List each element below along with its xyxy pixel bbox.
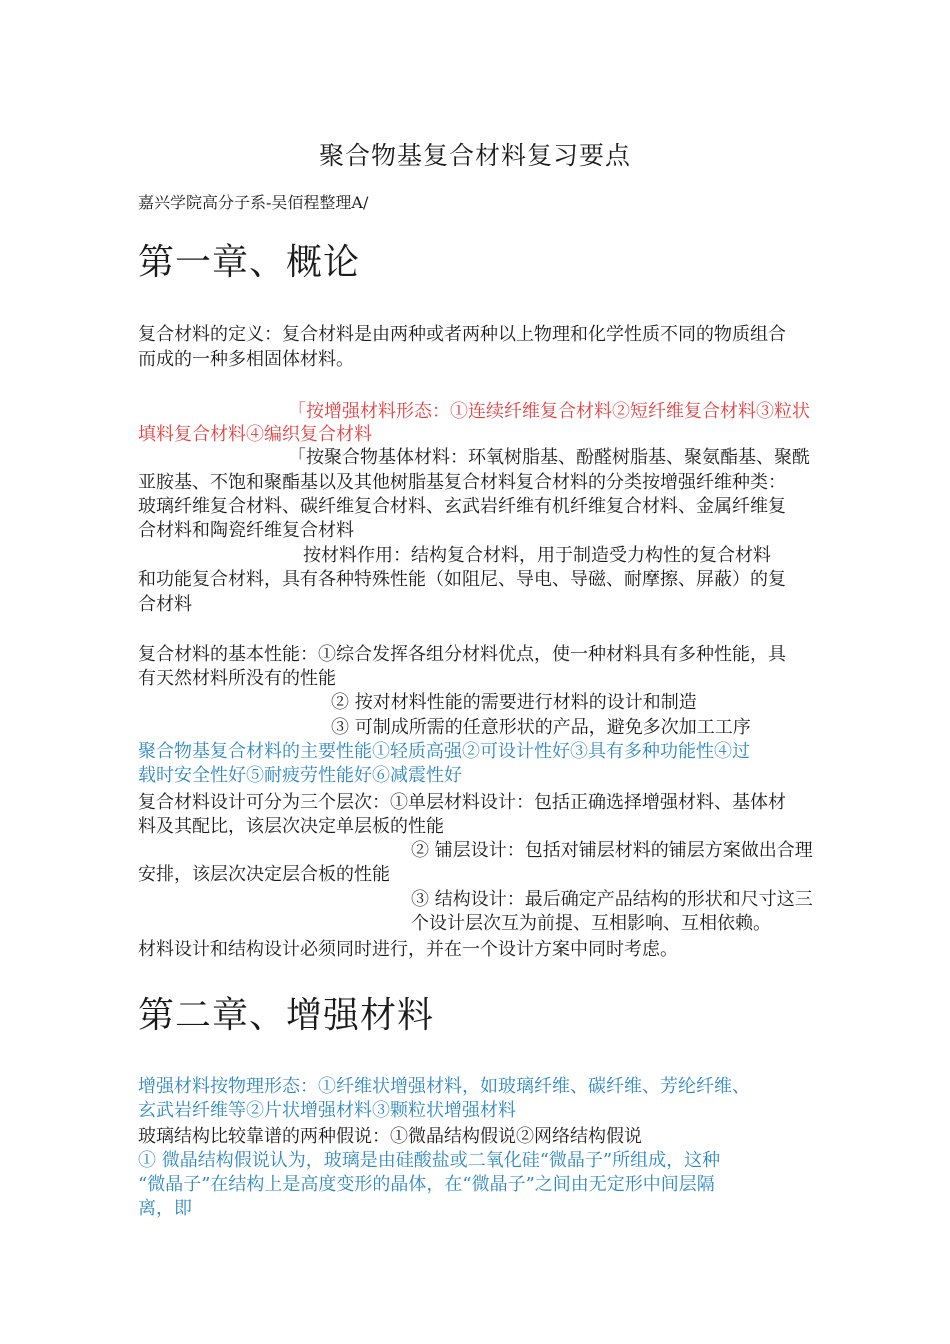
text-line: 离，即 bbox=[138, 1198, 192, 1219]
text-line: 复合材料设计可分为三个层次：①单层材料设计：包括正确选择增强材料、基体材 bbox=[138, 792, 786, 813]
text-line: ③ 可制成所需的任意形状的产品，避免多次加工工序 bbox=[331, 717, 751, 738]
text-line: ② 按对材料性能的需要进行材料的设计和制造 bbox=[331, 692, 697, 713]
text-line: “微晶子”在结构上是高度变形的晶体，在“微晶子”之间由无定形中间层隔 bbox=[138, 1174, 715, 1195]
text-line: 料及其配比，该层次决定单层板的性能 bbox=[138, 816, 444, 837]
text-line: 合材料和陶瓷纤维复合材料 bbox=[138, 520, 354, 541]
text-line: 合材料 bbox=[138, 594, 192, 615]
text-line: 玻璃纤维复合材料、碳纤维复合材料、玄武岩纤维有机纤维复合材料、金属纤维复 bbox=[138, 496, 786, 517]
document-title: 聚合物基复合材料复习要点 bbox=[318, 141, 631, 170]
text-line: 个设计层次互为前提、互相影响、互相依赖。 bbox=[411, 913, 771, 934]
text-line: 「按增强材料形态：①连续纤维复合材料②短纤维复合材料③粒状 bbox=[288, 401, 810, 422]
chapter-1-heading: 第一章、概论 bbox=[138, 242, 361, 283]
text-line: 载时安全性好⑤耐疲劳性能好⑥减震性好 bbox=[138, 765, 462, 786]
text-line: 复合材料的定义：复合材料是由两种或者两种以上物理和化学性质不同的物质组合 bbox=[138, 324, 786, 345]
text-line: 有天然材料所没有的性能 bbox=[138, 668, 336, 689]
text-line: 安排，该层次决定层合板的性能 bbox=[138, 864, 390, 885]
text-line: 增强材料按物理形态：①纤维状增强材料，如玻璃纤维、碳纤维、芳纶纤维、 bbox=[138, 1076, 750, 1097]
text-line: 「按聚合物基体材料：环氧树脂基、酚醛树脂基、聚氨酯基、聚酰 bbox=[288, 447, 810, 468]
text-line: 玄武岩纤维等②片状增强材料③颗粒状增强材料 bbox=[138, 1100, 516, 1121]
text-line: 聚合物基复合材料的主要性能①轻质高强②可设计性好③具有多种功能性④过 bbox=[138, 741, 750, 762]
text-line: 复合材料的基本性能：①综合发挥各组分材料优点，使一种材料具有多种性能，具 bbox=[138, 644, 786, 665]
text-line: 亚胺基、不饱和聚酯基以及其他树脂基复合材料复合材料的分类按增强纤维种类： bbox=[138, 472, 786, 493]
author-line: 嘉兴学院高分子系-吴佰程整理A/ bbox=[138, 193, 369, 212]
chapter-2-heading: 第二章、增强材料 bbox=[138, 995, 435, 1036]
text-line: 而成的一种多相固体材料。 bbox=[138, 349, 354, 370]
text-line: ② 铺层设计：包括对铺层材料的铺层方案做出合理 bbox=[411, 840, 813, 861]
text-line: ③ 结构设计：最后确定产品结构的形状和尺寸这三 bbox=[411, 889, 813, 910]
text-line: ① 微晶结构假说认为，玻璃是由硅酸盐或二氧化硅“微晶子”所组成，这种 bbox=[138, 1150, 721, 1171]
text-line: 填料复合材料④编织复合材料 bbox=[138, 424, 372, 445]
text-line: 材料设计和结构设计必须同时进行，并在一个设计方案中同时考虑。 bbox=[138, 939, 678, 960]
glass-hypotheses: 玻璃结构比较靠谱的两种假说：①微晶结构假说②网络结构假说 bbox=[138, 1126, 642, 1147]
text-line: 按材料作用：结构复合材料，用于制造受力构性的复合材料 bbox=[303, 545, 771, 566]
text-line: 和功能复合材料，具有各种特殊性能（如阻尼、导电、导磁、耐摩擦、屏蔽）的复 bbox=[138, 569, 786, 590]
